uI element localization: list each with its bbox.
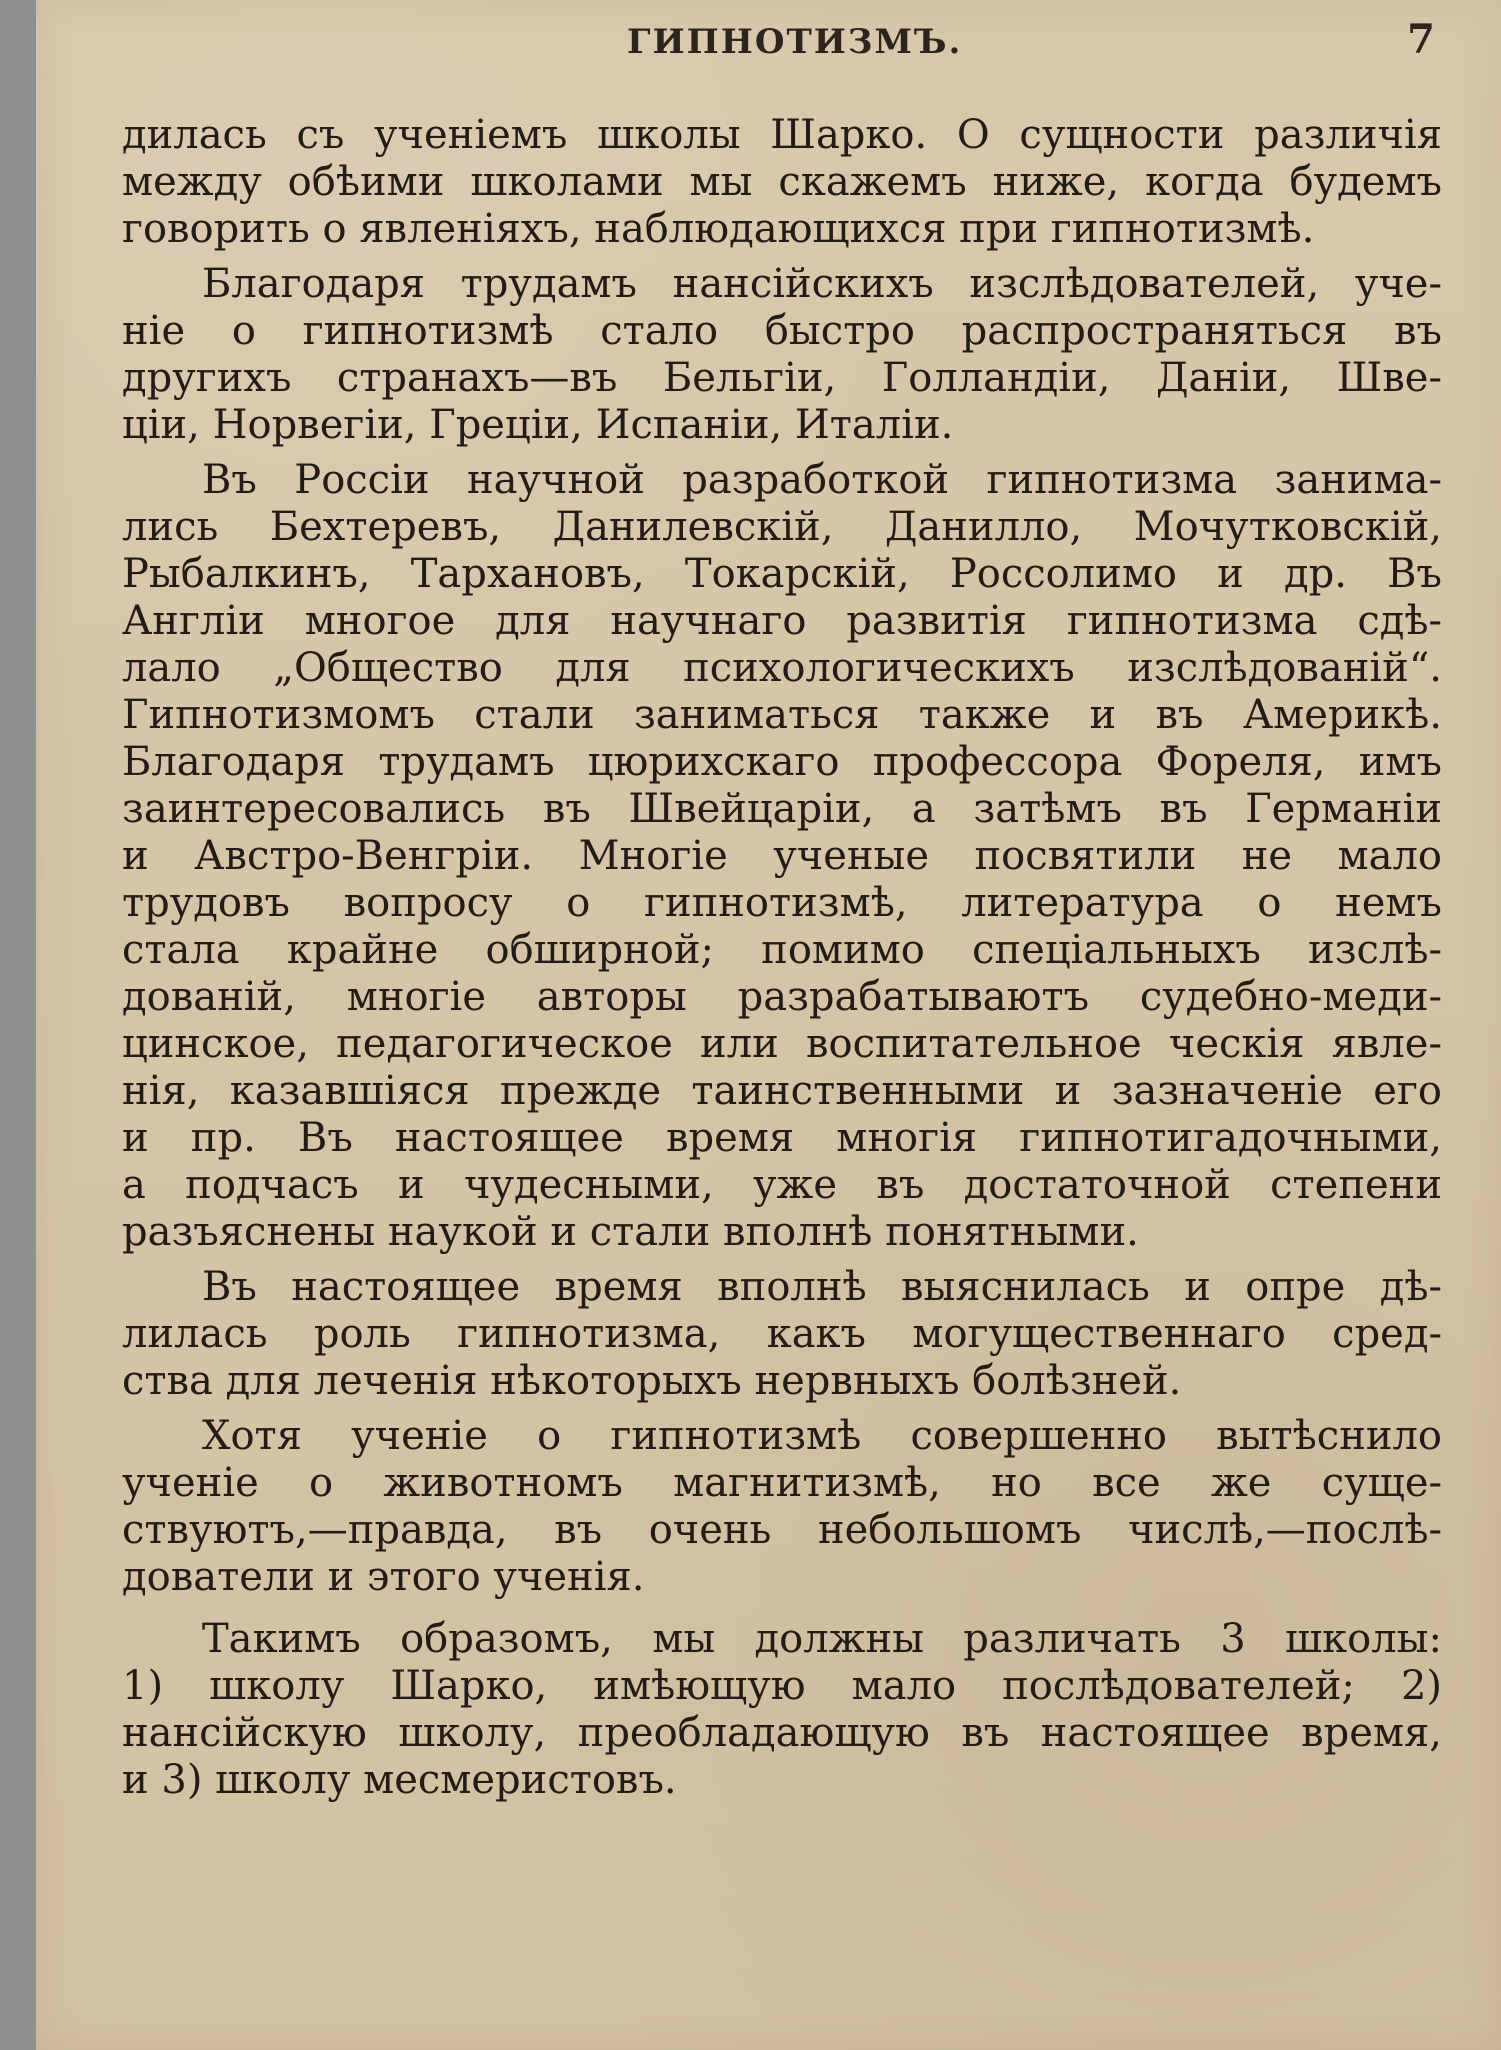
paragraph-gap bbox=[122, 253, 1442, 261]
text-line: ства для леченія нѣкоторыхъ нервныхъ болѣзней. bbox=[122, 1358, 1182, 1404]
text-line: дователи и этого ученія. bbox=[122, 1554, 645, 1600]
text-line: говорить о явленіяхъ, наблюдающихся при гипнотизмѣ. bbox=[122, 206, 1315, 252]
paragraph-gap bbox=[122, 1405, 1442, 1413]
text-line: Хотя ученіе о гипнотизмѣ совершенно вытѣснило bbox=[202, 1413, 1442, 1459]
text-line: между обѣими школами мы скажемъ ниже, когда будемъ bbox=[122, 159, 1442, 205]
paragraph-gap bbox=[122, 1601, 1442, 1616]
text-line: трудовъ вопросу о гипнотизмѣ, литература о немъ bbox=[122, 880, 1442, 926]
main-text bbox=[122, 112, 1442, 1804]
text-line: ученіе о животномъ магнитизмѣ, но все же суще- bbox=[122, 1460, 1442, 1506]
text-line: Такимъ образомъ, мы должны различать 3 школы: bbox=[202, 1616, 1442, 1662]
text-line: и Австро-Венгріи. Многіе ученые посвятили не мало bbox=[122, 833, 1442, 879]
paragraph bbox=[122, 1264, 1442, 1405]
text-line: и 3) школу месмеристовъ. bbox=[122, 1757, 677, 1803]
text-line: дилась съ ученіемъ школы Шарко. О сущности различія bbox=[122, 112, 1442, 158]
text-line: Благодаря трудамъ нансійскихъ изслѣдователей, уче- bbox=[202, 261, 1442, 307]
text-line: другихъ странахъ—въ Бельгіи, Голландіи, Даніи, Шве- bbox=[122, 355, 1442, 401]
text-line: нія, казавшіяся прежде таинственными и зазначеніе его bbox=[122, 1068, 1442, 1114]
text-line: стала крайне обширной; помимо спеціальныхъ изслѣ- bbox=[122, 927, 1442, 973]
page-number: 7 bbox=[1407, 16, 1435, 63]
text-line: 1) школу Шарко, имѣющую мало послѣдователей; 2) bbox=[122, 1663, 1442, 1709]
paragraph bbox=[122, 261, 1442, 449]
text-line: нансійскую школу, преобладающую въ настоящее время, bbox=[122, 1710, 1442, 1756]
paragraph bbox=[122, 457, 1442, 1256]
text-line: дованій, многіе авторы разрабатываютъ судебно-меди- bbox=[122, 974, 1442, 1020]
text-line: и пр. Въ настоящее время многія гипнотигадочными, bbox=[122, 1115, 1442, 1161]
text-line: Рыбалкинъ, Тархановъ, Токарскій, Россолимо и др. Въ bbox=[122, 551, 1442, 597]
text-line: лало „Общество для психологическихъ изслѣдованій“. bbox=[122, 645, 1442, 691]
text-line: ціи, Норвегіи, Греціи, Испаніи, Италіи. bbox=[122, 402, 954, 448]
text-line: разъяснены наукой и стали вполнѣ понятными. bbox=[122, 1209, 1139, 1255]
text-line: заинтересовались въ Швейцаріи, а затѣмъ въ Германіи bbox=[122, 786, 1442, 832]
text-line: Благодаря трудамъ цюрихскаго профессора Фореля, имъ bbox=[122, 739, 1442, 785]
paragraph-gap bbox=[122, 1256, 1442, 1264]
book-page bbox=[36, 0, 1501, 2050]
page-header bbox=[72, 16, 1477, 63]
text-line: Гипнотизмомъ стали заниматься также и въ Америкѣ. bbox=[122, 692, 1442, 738]
paragraph-gap bbox=[122, 449, 1442, 457]
text-line: Англіи многое для научнаго развитія гипнотизма сдѣ- bbox=[122, 598, 1442, 644]
paragraph bbox=[122, 112, 1442, 253]
text-line: цинское, педагогическое или воспитательное ческія явле- bbox=[122, 1021, 1442, 1067]
text-line: а подчасъ и чудесными, уже въ достаточной степени bbox=[122, 1162, 1442, 1208]
text-line: Въ настоящее время вполнѣ выяснилась и опре дѣ- bbox=[202, 1264, 1442, 1310]
text-line: лись Бехтеревъ, Данилевскій, Данилло, Мочутковскій, bbox=[122, 504, 1442, 550]
text-line: Въ Россіи научной разработкой гипнотизма занима- bbox=[202, 457, 1442, 503]
paragraph bbox=[122, 1616, 1442, 1804]
text-line: ствуютъ,—правда, въ очень небольшомъ числѣ,—послѣ- bbox=[122, 1507, 1442, 1553]
text-line: лилась роль гипнотизма, какъ могущественнаго сред- bbox=[122, 1311, 1442, 1357]
running-title: ГИПНОТИЗМЪ. bbox=[627, 22, 963, 62]
text-line: ніе о гипнотизмѣ стало быстро распространяться въ bbox=[122, 308, 1442, 354]
paragraph bbox=[122, 1413, 1442, 1601]
